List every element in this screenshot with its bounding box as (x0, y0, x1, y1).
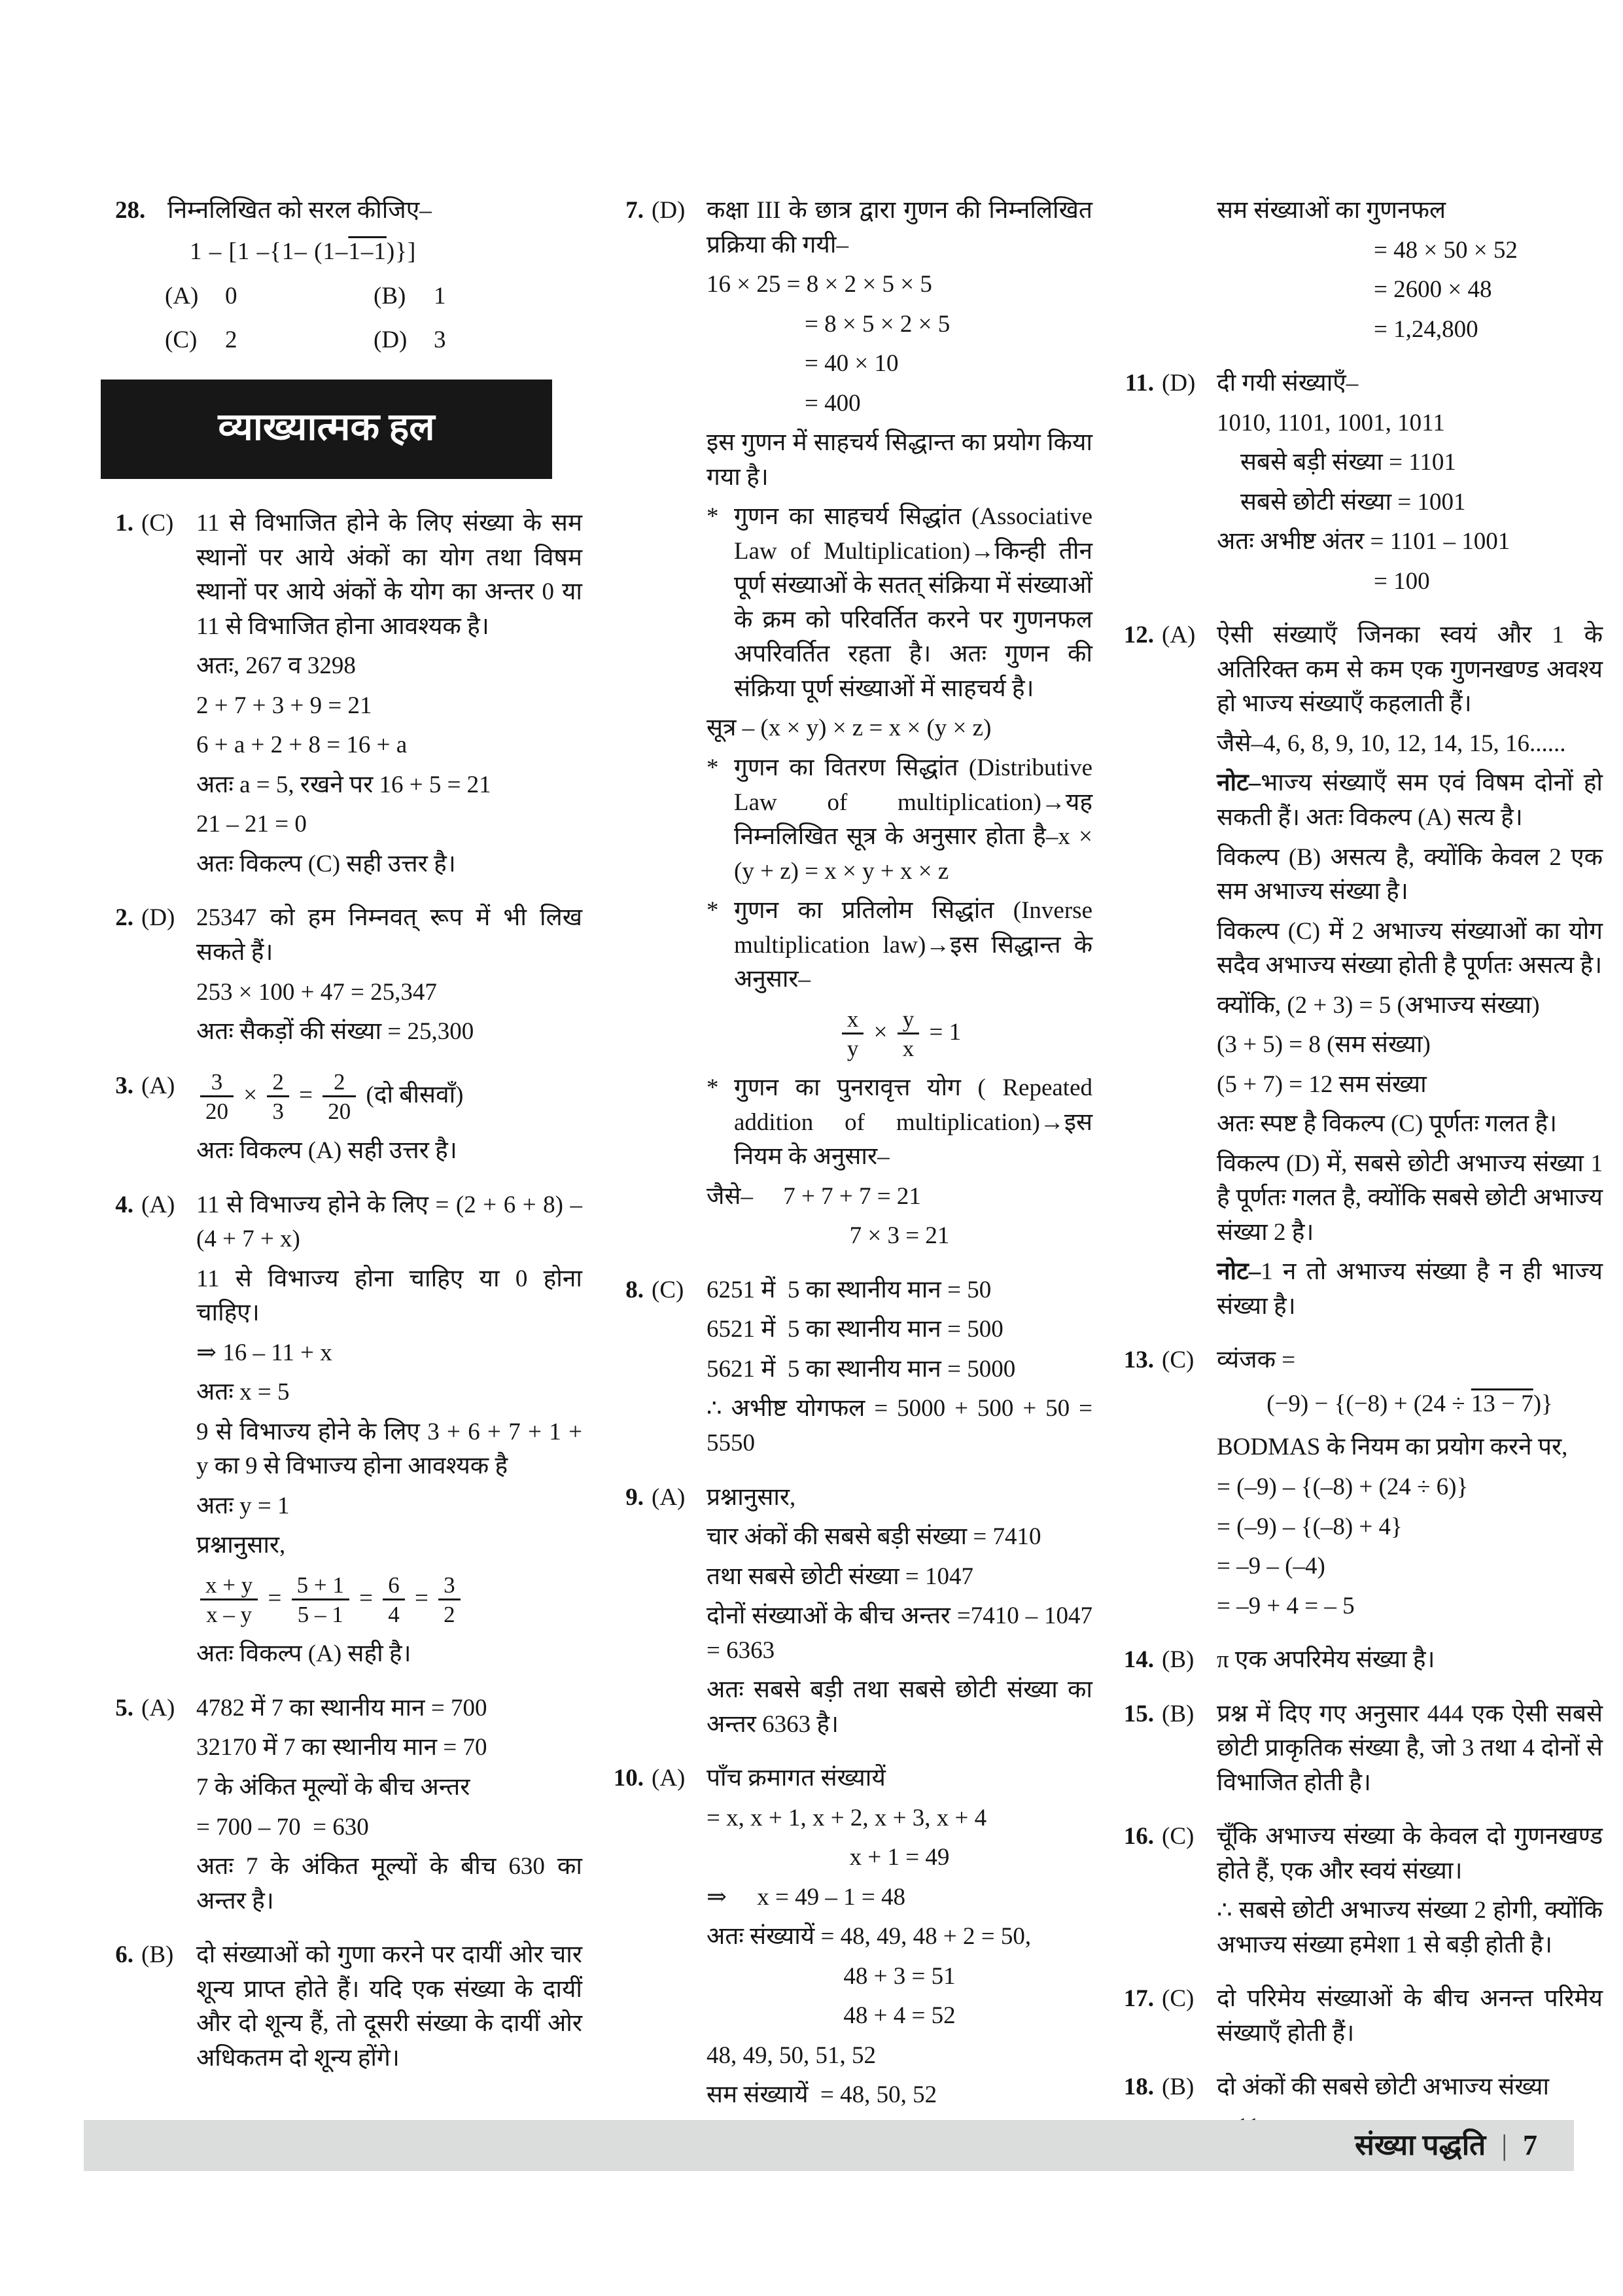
solution-answer: (C) (1162, 1985, 1195, 2013)
solution-line (1217, 1107, 1603, 1142)
solution-answer: (B) (1162, 2074, 1195, 2101)
page-footer (84, 2120, 1574, 2171)
equation-text: = (292, 1081, 319, 1108)
solution-line (196, 1938, 582, 2075)
solution-text: 4782 में 7 का स्थानीय मान = 700 (196, 1694, 487, 1722)
solution-text: दी गयी संख्याएँ– (1217, 370, 1359, 397)
solution-text: कक्षा III के छात्र द्वारा गुणन की निम्नलिखित प्रक्रिया की गयी– (707, 197, 1092, 258)
option-value: 0 (225, 283, 237, 310)
solution-line (707, 1761, 1092, 1796)
option-label: (A) (165, 283, 199, 310)
equation-line: = 2600 × 48 (1374, 276, 1492, 304)
solution-item (602, 194, 1092, 1259)
equation-text: (−9) − {(−8) + (24 ÷ (1266, 1390, 1471, 1417)
solution-content (1217, 1697, 1603, 1806)
solution-line (1217, 2070, 1603, 2105)
solution-item (1112, 618, 1603, 1329)
solution-text: 11 से विभाजित होने के लिए संख्या के सम स्थानों पर आये अंकों का योग तथा विषम स्थानों पर आये अंकों के योग का अन्तर 0 या 11 से विभाजित होना आवश्यक है। (196, 510, 582, 640)
equation-line: अतः संख्यायें = 48, 49, 48 + 2 = 50, (707, 1923, 1032, 1951)
solution-text: π एक अपरिमेय संख्या है। (1217, 1646, 1435, 1674)
asterisk-marker: * (707, 1074, 719, 1102)
footer-page-number: 7 (1523, 2128, 1537, 2161)
solution-number: 12. (1123, 622, 1154, 649)
equation-text: = 1 (923, 1018, 962, 1046)
solution-number: 16. (1123, 1823, 1154, 1850)
solution-answer: (C) (652, 1276, 684, 1303)
column-2 (602, 194, 1092, 2164)
equation-line: ⇒ x = 49 – 1 = 48 (707, 1883, 905, 1911)
solution-text: विकल्प (B) असत्य है, क्योंकि केवल 2 एक सम अभाज्य संख्या है। (1217, 843, 1603, 906)
solution-line (196, 1850, 582, 1918)
solution-text: 11 से विभाज्य होना चाहिए या 0 होना चाहिए। (196, 1265, 582, 1327)
equation-line: = x, x + 1, x + 2, x + 3, x + 4 (707, 1804, 987, 1831)
equation-line: अतः x = 5 (196, 1379, 290, 1406)
fraction-denominator: x – y (200, 1598, 258, 1628)
solution-content (196, 1069, 582, 1174)
solution-content (1217, 1982, 1603, 2056)
equation-line: 5621 में 5 का स्थानीय मान = 5000 (707, 1355, 1016, 1383)
solution-number: 3. (115, 1072, 133, 1099)
solution-content (707, 1481, 1092, 1748)
solution-content (1217, 1643, 1603, 1683)
solution-answer: (D) (1162, 370, 1196, 397)
solution-number: 13. (1123, 1347, 1154, 1374)
equation-line: 253 × 100 + 47 = 25,347 (196, 978, 437, 1006)
equation-line: 21 – 21 = 0 (196, 811, 307, 838)
fraction-numerator: x (846, 1006, 859, 1032)
solution-text: दोनों संख्याओं के बीच अन्तर =7410 – 1047 = 6363 (707, 1602, 1092, 1664)
solution-continuation (1112, 194, 1603, 352)
solution-answer: (A) (141, 1694, 175, 1722)
fraction (200, 1572, 258, 1629)
solution-item (1112, 366, 1603, 604)
solution-number: 5. (115, 1694, 133, 1722)
solution-answer: (A) (141, 1072, 175, 1099)
footer-separator: | (1501, 2128, 1507, 2161)
solution-answer: (C) (1162, 1347, 1195, 1374)
solution-text: प्रश्न में दिए गए अनुसार 444 एक ऐसी सबसे छोटी प्राकृतिक संख्या है, जो 3 तथा 4 दोनों से विभाजित होती है। (1217, 1700, 1603, 1796)
solution-item (1112, 1820, 1603, 1968)
solution-number: 15. (1123, 1700, 1154, 1727)
fraction-denominator: 20 (200, 1095, 234, 1125)
option-item (374, 323, 582, 358)
solution-item (602, 1273, 1092, 1466)
equation-line: 16 × 25 = 8 × 2 × 5 × 5 (707, 271, 932, 298)
bullet-text: गुणन का पुनरावृत्त योग ( Repeated addition of multiplication)→इस नियम के अनुसार– (734, 1074, 1092, 1171)
fraction-denominator: 5 – 1 (292, 1598, 349, 1628)
question-expression (190, 235, 582, 270)
solution-line (707, 1599, 1092, 1668)
equation-line: अतः सैकड़ों की संख्या = 25,300 (196, 1018, 474, 1046)
bullet-text: गुणन का प्रतिलोम सिद्धांत (Inverse multiplication law)→इस सिद्धान्त के अनुसार– (734, 897, 1092, 993)
solution-text: तथा सबसे छोटी संख्या = 1047 (707, 1563, 974, 1590)
solution-text: पाँच क्रमागत संख्यायें (707, 1765, 886, 1792)
solution-line (1217, 618, 1603, 722)
equation-line: ⇒ 16 – 11 + x (196, 1339, 332, 1366)
equation-line: x + 1 = 49 (849, 1844, 950, 1871)
solution-text: अतः स्पष्ट है विकल्प (C) पूर्णतः गलत है। (1217, 1110, 1558, 1138)
solution-number: 7. (625, 197, 644, 224)
solution-text: चार अंकों की सबसे बड़ी संख्या = 7410 (707, 1523, 1041, 1551)
fraction-numerator: y (902, 1006, 915, 1032)
solution-line (1217, 1068, 1603, 1103)
option-value: 1 (434, 283, 446, 310)
solution-text: दो संख्याओं को गुणा करने पर दायीं ओर चार शून्य प्राप्त होते हैं। यदि एक संख्या के दायीं और दो शून्य हैं, तो दूसरी संख्या के दायीं ओर अधिकतम दो शून्य होंगे। (196, 1941, 582, 2072)
column-1 (92, 194, 582, 2164)
solution-number: 17. (1123, 1985, 1154, 2013)
fraction (323, 1069, 356, 1125)
equation-line: सूत्र – (x × y) × z = x × (y × z) (707, 715, 992, 742)
solution-number: 11. (1125, 370, 1154, 397)
equation-line: जैसे– 7 + 7 + 7 = 21 (707, 1182, 921, 1210)
solution-text: अतः 7 के अंकित मूल्यों के बीच 630 का अन्तर है। (196, 1853, 582, 1915)
option-value: 3 (434, 326, 446, 353)
solution-item (92, 1691, 582, 1924)
solution-item (92, 901, 582, 1054)
solution-line (1217, 766, 1603, 835)
note-prefix: नोट– (1217, 769, 1261, 797)
equation-line: = –9 – (–4) (1217, 1553, 1325, 1580)
equation-line: अतः y = 1 (196, 1492, 290, 1519)
solution-text: व्यंजक = (1217, 1347, 1296, 1374)
solution-text: विकल्प (C) में 2 अभाज्य संख्याओं का योग सदैव अभाज्य संख्या होती है पूर्णतः असत्य है। (1217, 917, 1603, 980)
solution-line (1217, 1147, 1603, 1250)
solution-line (196, 1415, 582, 1484)
solution-line (1217, 1430, 1603, 1465)
equation-line: = 100 (1374, 567, 1430, 595)
solution-text: दो अंकों की सबसे छोटी अभाज्य संख्या (1217, 2074, 1550, 2101)
solution-text: ∴ सबसे छोटी अभाज्य संख्या 2 होगी, क्योंकि अभाज्य संख्या हमेशा 1 से बड़ी होती है। (1217, 1897, 1603, 1958)
note-prefix: नोट– (1217, 1258, 1261, 1286)
equation-line: सम संख्याओं का गुणनफल (1217, 197, 1446, 224)
solution-content (1217, 1343, 1603, 1629)
option-label: (B) (374, 283, 406, 310)
fraction-numerator: x + y (205, 1572, 253, 1598)
equation-line: = 400 (805, 389, 861, 417)
solution-text: 9 से विभाज्य होने के लिए 3 + 6 + 7 + 1 + y का 9 से विभाज्य होना आवश्यक है (196, 1418, 582, 1480)
fraction (267, 1069, 289, 1125)
solution-answer: (B) (1162, 1700, 1195, 1727)
solution-content (196, 901, 582, 1054)
equation-line: 48, 49, 50, 51, 52 (707, 2041, 876, 2069)
solution-line (1217, 841, 1603, 910)
solution-number: 1. (115, 510, 133, 537)
solution-line (707, 1673, 1092, 1742)
solution-item (1112, 1697, 1603, 1806)
fraction-numerator: 6 (388, 1572, 400, 1598)
solution-number (1112, 194, 1162, 352)
equation-line: 6 + a + 2 + 8 = 16 + a (196, 732, 408, 759)
fraction-denominator: 3 (267, 1095, 289, 1125)
fraction-denominator: x (898, 1033, 920, 1062)
solution-line (1217, 915, 1603, 983)
solution-number: 2. (115, 904, 133, 932)
equation-line: 6521 में 5 का स्थानीय मान = 500 (707, 1316, 1003, 1343)
option-item (374, 279, 582, 314)
equation-text: × (867, 1018, 894, 1046)
equation-line: = 40 × 10 (805, 350, 899, 378)
solution-content (196, 506, 582, 887)
option-item (165, 279, 374, 314)
solution-content (1217, 618, 1603, 1329)
solution-text: चूँकि अभाज्य संख्या के केवल दो गुणनखण्ड होते हैं, एक और स्वयं संख्या। (1217, 1823, 1603, 1884)
solution-line (1217, 1982, 1603, 2051)
equation-line: = 8 × 5 × 2 × 5 (805, 310, 951, 338)
question-text: निम्नलिखित को सरल कीजिए– (167, 197, 432, 224)
equation-text: = (262, 1585, 288, 1612)
solution-answer: (A) (652, 1765, 686, 1792)
question-number: 28. (115, 197, 146, 224)
option-item (165, 323, 374, 358)
fraction (200, 1069, 234, 1125)
equation-line: 1010, 1101, 1001, 1011 (1217, 409, 1445, 436)
solution-line (196, 1262, 582, 1331)
solution-answer: (A) (652, 1483, 686, 1511)
equation-line: 7 × 3 = 21 (849, 1222, 950, 1250)
solution-line (1217, 727, 1603, 762)
banner-title: व्याख्यात्मक हल (218, 406, 435, 449)
fraction (438, 1572, 461, 1629)
solution-content (196, 1938, 582, 2081)
equation-line: = –9 + 4 = – 5 (1217, 1592, 1355, 1619)
equation-line: अतः a = 5, रखने पर 16 + 5 = 21 (196, 771, 491, 798)
equation-line: = 700 – 70 = 630 (196, 1813, 369, 1841)
solution-answer (1162, 194, 1217, 352)
solution-line (196, 901, 582, 970)
equation-line: 48 + 3 = 51 (843, 1962, 956, 1990)
equation-line: = 48 × 50 × 52 (1374, 236, 1518, 264)
solution-line (707, 1520, 1092, 1555)
solution-text: ऐसी संख्याएँ जिनका स्वयं और 1 के अतिरिक्त कम से कम एक गुणनखण्ड अवश्य हो भाज्य संख्याएँ कहलाती हैं। (1217, 622, 1603, 718)
solution-text: अतः सबसे बड़ी तथा सबसे छोटी संख्या का अन्तर 6363 है। (707, 1676, 1092, 1738)
solution-answer: (B) (1162, 1646, 1195, 1674)
equation-line (707, 1006, 1092, 1063)
solution-line (1217, 1697, 1603, 1801)
equation-text: = (353, 1585, 379, 1612)
equation-line: = 1,24,800 (1374, 315, 1478, 343)
fraction (292, 1572, 349, 1629)
fraction-numerator: 2 (334, 1069, 345, 1095)
solution-text: BODMAS के नियम का प्रयोग करने पर, (1217, 1434, 1568, 1461)
solution-answer: (C) (1162, 1823, 1195, 1850)
solution-content (707, 1761, 1092, 2118)
equation-line: 2 + 7 + 3 + 9 = 21 (196, 692, 372, 719)
fraction-numerator: 5 + 1 (296, 1572, 344, 1598)
solution-item (602, 1761, 1092, 2118)
solution-line (196, 1771, 582, 1805)
equation-text: (दो बीसवाँ) (360, 1081, 464, 1108)
bullet-item (707, 1071, 1092, 1174)
equation-line: अतः विकल्प (C) सही उत्तर है। (196, 850, 456, 877)
bullet-text: गुणन का वितरण सिद्धांत (Distributive Law of multiplication)→यह निम्नलिखित सूत्र के अनुसार होता है–x × (y + z) = x × y + x × z (734, 754, 1092, 885)
equation-line: अतः अभीष्ट अंतर = 1101 – 1001 (1217, 528, 1510, 556)
solution-text: इस गुणन में साहचर्य सिद्धान्त का प्रयोग किया गया है। (707, 429, 1092, 491)
solution-line (1217, 1028, 1603, 1063)
equation-line: सबसे छोटी संख्या = 1001 (1240, 488, 1466, 516)
solution-number: 8. (625, 1276, 644, 1303)
equation-line: सम संख्यायें = 48, 50, 52 (707, 2081, 937, 2109)
overline-expression: 13 − 7 (1471, 1390, 1533, 1417)
solution-text: क्योंकि, (2 + 3) = 5 (अभाज्य संख्या) (1217, 991, 1540, 1019)
solution-content (707, 194, 1092, 1259)
bullet-item (707, 751, 1092, 889)
equation-line: अतः, 267 व 3298 (196, 652, 356, 680)
fraction-numerator: 3 (444, 1572, 455, 1598)
solution-text: 11 से विभाज्य होने के लिए = (2 + 6 + 8) – (4 + 7 + x) (196, 1191, 582, 1253)
solution-line (196, 506, 582, 644)
equation-line: = (–9) – {(–8) + (24 ÷ 6)} (1217, 1474, 1469, 1500)
solution-text: (3 + 5) = 8 (सम संख्या) (1217, 1031, 1431, 1059)
solution-content (1217, 366, 1603, 604)
solution-line (707, 426, 1092, 495)
solution-answer: (B) (141, 1941, 174, 1969)
solution-item (602, 1481, 1092, 1748)
fraction-numerator: 3 (211, 1069, 223, 1095)
fraction (842, 1006, 864, 1063)
solution-item (1112, 1982, 1603, 2056)
solution-line (1217, 366, 1603, 401)
solution-text: दो परिमेय संख्याओं के बीच अनन्त परिमेय संख्याएँ होती हैं। (1217, 1985, 1603, 2047)
equation-line: = (–9) – {(–8) + 4} (1217, 1513, 1403, 1540)
solutions-banner (101, 380, 552, 479)
solution-content (196, 1691, 582, 1924)
equation-text: )} (1533, 1390, 1553, 1417)
fraction-denominator: y (842, 1033, 864, 1062)
equation-text: × (237, 1081, 264, 1108)
option-label: (C) (165, 326, 198, 353)
equation-line: 6251 में 5 का स्थानीय मान = 50 (707, 1276, 992, 1303)
solution-line (707, 1481, 1092, 1515)
equation-line: 48 + 4 = 52 (843, 2002, 956, 2030)
solution-line (196, 1188, 582, 1257)
solution-line (196, 1731, 582, 1765)
solution-text: 1 न तो अभाज्य संख्या है न ही भाज्य संख्या है। (1217, 1258, 1603, 1320)
solution-content (1217, 1820, 1603, 1968)
column-3 (1112, 194, 1603, 2164)
equation-line: सबसे बड़ी संख्या = 1101 (1240, 449, 1456, 476)
question (92, 194, 582, 228)
options-grid (165, 279, 582, 357)
solution-text: 25347 को हम निम्नवत् रूप में भी लिख सकते हैं। (196, 904, 582, 966)
solution-answer: (A) (1162, 622, 1196, 649)
solution-number: 6. (115, 1941, 133, 1969)
option-label: (D) (374, 326, 408, 353)
bullet-item (707, 894, 1092, 997)
fraction-denominator: 2 (438, 1598, 461, 1628)
fraction-denominator: 20 (323, 1095, 356, 1125)
solution-item (92, 1069, 582, 1174)
equation-line: अतः विकल्प (A) सही उत्तर है। (196, 1137, 457, 1165)
solution-item (92, 506, 582, 887)
solution-answer: (A) (141, 1191, 175, 1218)
solution-line (707, 1392, 1092, 1460)
solution-line (1217, 1255, 1603, 1324)
asterisk-marker: * (707, 754, 719, 781)
solution-number: 14. (1123, 1646, 1154, 1674)
equation-line: अतः विकल्प (A) सही है। (196, 1640, 411, 1668)
solution-answer: (D) (652, 197, 686, 224)
asterisk-marker: * (707, 897, 719, 925)
solution-number: 4. (115, 1191, 133, 1218)
solution-text: जैसे–4, 6, 8, 9, 10, 12, 14, 15, 16...... (1217, 730, 1566, 757)
solution-content (196, 1188, 582, 1677)
overline-expression: 1–1 (348, 238, 387, 265)
solution-line (707, 194, 1092, 262)
expression-text: )}] (386, 238, 417, 265)
solution-item (1112, 1343, 1603, 1629)
equation-line (1217, 1387, 1603, 1422)
solution-line (1217, 989, 1603, 1023)
solution-line (1217, 1343, 1603, 1378)
fraction-numerator: 2 (272, 1069, 284, 1095)
solution-item (1112, 1643, 1603, 1683)
solution-item (92, 1188, 582, 1677)
bullet-text: गुणन का साहचर्य सिद्धांत (Associative Law of Multiplication)→किन्ही तीन पूर्ण संख्याओं के सतत् संक्रिया में संख्याओं के क्रम को परिवर्तित करने पर गुणनफल अपरिवर्तित रहता है। अतः गुणन की संक्रिया पूर्ण संख्याओं में साहचर्य है। (734, 503, 1092, 702)
fraction-denominator: 4 (383, 1598, 405, 1628)
equation-line (196, 1572, 582, 1629)
fraction (898, 1006, 920, 1063)
solution-number: 18. (1123, 2074, 1154, 2101)
solution-text: 32170 में 7 का स्थानीय मान = 70 (196, 1734, 487, 1761)
solution-line (1217, 1894, 1603, 1962)
equation-text: = (408, 1585, 435, 1612)
solution-answer: (C) (141, 510, 174, 537)
solution-number: 10. (613, 1765, 644, 1792)
asterisk-marker: * (707, 503, 719, 531)
equation-line (196, 1069, 582, 1125)
solution-line (1217, 1643, 1603, 1678)
solution-text: (5 + 7) = 12 सम संख्या (1217, 1070, 1427, 1098)
bullet-item (707, 500, 1092, 706)
solution-content (1217, 194, 1603, 352)
equation-line: प्रश्नानुसार, (196, 1532, 286, 1559)
solution-line (1217, 1820, 1603, 1888)
solution-line (196, 1691, 582, 1726)
solution-text: ∴ अभीष्ट योगफल = 5000 + 500 + 50 = 5550 (707, 1395, 1092, 1457)
solution-answer: (D) (141, 904, 175, 932)
expression-text: 1 – [1 –{1– (1– (190, 238, 349, 265)
solution-content (707, 1273, 1092, 1466)
solution-text: प्रश्नानुसार, (707, 1483, 796, 1511)
option-value: 2 (225, 326, 237, 353)
solution-item (92, 1938, 582, 2081)
solution-text: विकल्प (D) में, सबसे छोटी अभाज्य संख्या 1 है पूर्णतः गलत है, क्योंकि सबसे छोटी अभाज्य संख्या 2 है। (1217, 1150, 1603, 1246)
solution-line (707, 1560, 1092, 1595)
solutions-columns (92, 194, 1603, 2164)
fraction (383, 1572, 405, 1629)
solution-text: 7 के अंकित मूल्यों के बीच अन्तर (196, 1774, 470, 1801)
footer-chapter-title: संख्या पद्धति (1355, 2128, 1486, 2161)
solution-text: भाज्य संख्याएँ सम एवं विषम दोनों हो सकती हैं। अतः विकल्प (A) सत्य है। (1217, 769, 1603, 831)
solution-number: 9. (625, 1483, 644, 1511)
